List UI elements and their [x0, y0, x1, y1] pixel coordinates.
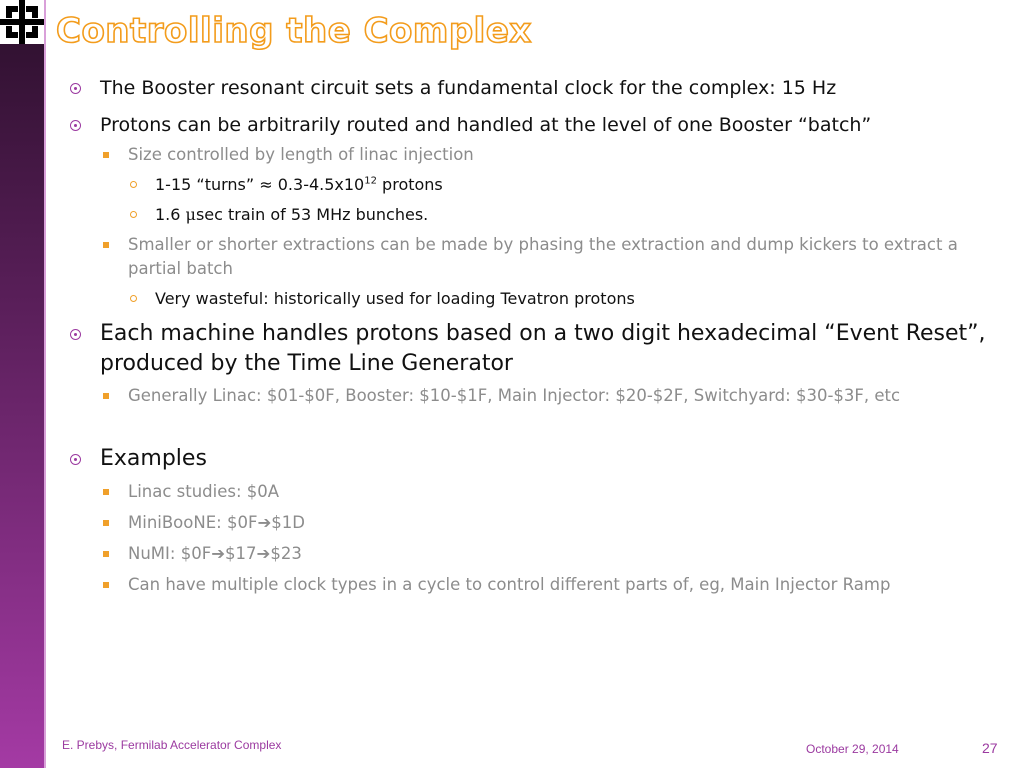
bullet-text: Examples [100, 446, 207, 471]
square-bullet-icon [103, 582, 109, 588]
bullet-text: Size controlled by length of linac injection [128, 145, 474, 164]
bullet-text: 1.6 μsec train of 53 MHz bunches. [155, 205, 429, 224]
footer-date: October 29, 2014 [806, 742, 899, 756]
bullet-examples [70, 444, 1000, 474]
bullet-event-reset [70, 319, 1000, 379]
bullet-text: Protons can be arbitrarily routed and handled at the level of one Booster “batch” [100, 114, 872, 136]
arrow-icon: ➔ [211, 544, 226, 563]
page-number: 27 [982, 740, 998, 756]
sub-sub-bullet-train [130, 203, 1000, 227]
footer-author: E. Prebys, Fermilab Accelerator Complex [62, 738, 282, 752]
bullet-text: Generally Linac: $01-$0F, Booster: $10-$1F, Main Injector: $20-$2F, Switchyard: $30-$3F, etc [128, 386, 901, 405]
circle-bullet-icon [70, 329, 81, 340]
sub-sub-bullet-turns [130, 173, 1000, 197]
sub-bullet-miniboone [103, 511, 1000, 535]
sub-bullet-linac [103, 480, 1000, 504]
sub-bullet-size [103, 143, 1000, 167]
arrow-icon: ➔ [257, 513, 272, 532]
ring-bullet-icon [130, 181, 137, 188]
bullet-routing [70, 111, 1000, 140]
sub-bullet-clock-types [103, 573, 1000, 597]
bullet-text: NuMI: $0F➔$17➔$23 [128, 544, 302, 563]
slide-title: Controlling the Complex [56, 11, 532, 51]
ring-bullet-icon [130, 295, 137, 302]
circle-bullet-icon [70, 120, 81, 131]
bullet-text: Very wasteful: historically used for loading Tevatron protons [155, 289, 635, 308]
bullet-clock [70, 74, 1000, 103]
square-bullet-icon [103, 152, 109, 158]
square-bullet-icon [103, 520, 109, 526]
square-bullet-icon [103, 393, 109, 399]
square-bullet-icon [103, 489, 109, 495]
fermilab-logo-icon [0, 0, 44, 44]
bullet-text: MiniBooNE: $0F➔$1D [128, 513, 305, 532]
bullet-text: Smaller or shorter extractions can be made by phasing the extraction and dump kickers to extract a partial batch [128, 235, 958, 278]
sub-bullet-extractions [103, 233, 1000, 281]
arrow-icon: ➔ [256, 544, 271, 563]
bullet-text: Each machine handles protons based on a two digit hexadecimal “Event Reset”, produced by the Time Line Generator [100, 321, 986, 376]
bullet-text: Linac studies: $0A [128, 482, 280, 501]
circle-bullet-icon [70, 454, 81, 465]
bullet-text: The Booster resonant circuit sets a fundamental clock for the complex: 15 Hz [100, 77, 837, 99]
circle-bullet-icon [70, 83, 81, 94]
sub-sub-bullet-wasteful [130, 287, 1000, 311]
ring-bullet-icon [130, 211, 137, 218]
square-bullet-icon [103, 242, 109, 248]
slide-content [70, 74, 1000, 597]
square-bullet-icon [103, 551, 109, 557]
bullet-text: Can have multiple clock types in a cycle to control different parts of, eg, Main Injector Ramp [128, 575, 891, 594]
sidebar-edge [44, 0, 46, 768]
bullet-text: 1-15 “turns” ≈ $0.3-4.5x10^{12}$ protons [155, 175, 443, 194]
sub-bullet-numi [103, 542, 1000, 566]
sub-bullet-ranges [103, 384, 1000, 408]
sidebar-band [0, 0, 44, 768]
